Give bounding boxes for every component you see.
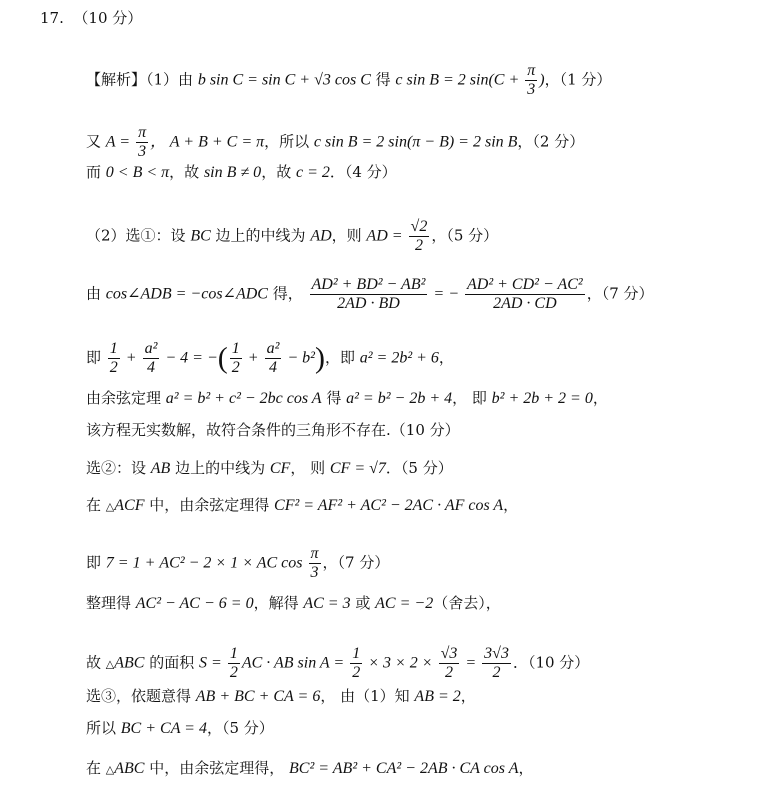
triangle-symbol: △ xyxy=(105,657,115,671)
fraction: $\frac{\text{AD² + BD² − AB²}}{2AD \cdot BD}$ xyxy=(311,276,426,312)
part1-line2: 又 A = $\frac{\pi}{3}$ ， A + B + C = π，所以 c sin B = 2 sin(π − B) = 2 sin B，（2 分） xyxy=(86,124,585,160)
problem-number: 17. xyxy=(40,9,64,27)
fraction: $\frac{\pi}{3}$ xyxy=(527,62,536,98)
option1-line5: 该方程无实数解，故符合条件的三角形不存在.（10 分） xyxy=(86,421,460,439)
problem-header xyxy=(40,8,142,28)
option2-line1: 选②：设 AB 边上的中线为 CF， 则 CF = √7．（5 分） xyxy=(86,459,453,477)
option2-line3: 即 7 = 1 + AC² − 2 × 1 × AC cos $\frac{\pi}{3}$ ，（7 分） xyxy=(86,545,390,581)
part1-line1: 【解析】（1）由 b sin C = sin C + √3 cos C 得 c sin B = 2 sin(C + $\frac{\pi}{3}$ )，（1 分） xyxy=(86,62,612,98)
fraction: $\frac{√3}{2}$ xyxy=(440,645,458,681)
option2-line5: 故 △ABC 的面积 S = $\frac{1}{2}$ AC · AB sin A = $\frac{1}{2}$ × 3 × 2 × $\frac{√3}{2}$ = $\frac{3√3}{2}$ ．（10 分） xyxy=(86,645,590,681)
fraction: $\frac{\text{AD² + CD² − AC²}}{2AD \cdot CD}$ xyxy=(467,276,583,312)
triangle-symbol: △ xyxy=(105,763,115,776)
fraction: $\frac{1}{2}$ xyxy=(229,645,238,681)
fraction: $\frac{1}{2}$ xyxy=(109,340,118,376)
fraction: $\frac{3√3}{2}$ xyxy=(484,645,509,681)
option1-line3: 即 $\frac{1}{2}$ + $\frac{\text{a²}}{4}$ − 4 = −( $\frac{1}{2}$ + $\frac{\text{a²}}{4}$ − b²)，即 a² = 2b² + 6， xyxy=(86,340,454,376)
fraction: $\frac{\pi}{3}$ xyxy=(310,545,319,581)
fraction: $\frac{\text{a²}}{4}$ xyxy=(266,340,280,376)
triangle-symbol: △ xyxy=(105,500,115,513)
option3-line2: 所以 BC + CA = 4，（5 分） xyxy=(86,719,274,737)
fraction: $\frac{\text{a²}}{4}$ xyxy=(144,340,158,376)
fraction: $\frac{1}{2}$ xyxy=(231,340,240,376)
fraction: $\frac{1}{2}$ xyxy=(352,645,361,681)
option3-line3: 在 △ABC 中，由余弦定理得， BC² = AB² + CA² − 2AB · CA cos A， xyxy=(86,759,534,777)
option1-line2: 由 cos∠ADB = −cos∠ADC 得， $\frac{\text{AD² + BD² − AB²}}{2AD \cdot BD}$ = − $\frac{\text{AD² + CD² − AC²}}{2AD \cdot CD}$ ，（7 分） xyxy=(86,276,654,312)
problem-score: （10 分） xyxy=(73,9,143,27)
option3-line1: 选③，依题意得 AB + BC + CA = 6， 由（1）知 AB = 2， xyxy=(86,687,476,705)
option1-line1: （2）选①：设 BC 边上的中线为 AD，则 AD = $\frac{√2}{2}$ ，（5 分） xyxy=(86,218,499,254)
fraction: $\frac{\pi}{3}$ xyxy=(138,124,147,160)
option1-line4: 由余弦定理 a² = b² + c² − 2bc cos A 得 a² = b² − 2b + 4， 即 b² + 2b + 2 = 0， xyxy=(86,389,608,407)
part1-line3: 而 0 < B < π，故 sin B ≠ 0，故 c = 2．（4 分） xyxy=(86,163,397,181)
option2-line4: 整理得 AC² − AC − 6 = 0，解得 AC = 3 或 AC = −2（舍去）， xyxy=(86,594,501,612)
fraction: $\frac{√2}{2}$ xyxy=(410,218,428,254)
option2-line2: 在 △ACF 中，由余弦定理得 CF² = AF² + AC² − 2AC · AF cos A， xyxy=(86,496,519,514)
